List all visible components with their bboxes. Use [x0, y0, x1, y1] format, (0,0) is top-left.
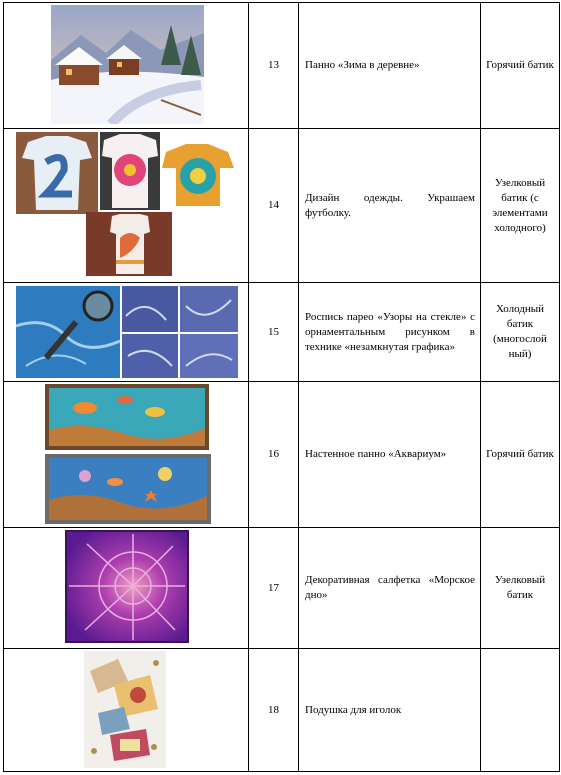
needle-cushion-photo: [84, 651, 166, 768]
item-number: 17: [249, 528, 299, 649]
item-title: Декоративная салфетка «Морское дно»: [299, 528, 481, 649]
image-cell: [4, 382, 249, 528]
item-title: Настенное панно «Аквариум»: [299, 382, 481, 528]
item-number: 15: [249, 283, 299, 382]
item-title: Дизайн одежды. Украшаем футболку.: [299, 129, 481, 283]
item-title: Роспись парео «Узоры на стекле» с орнаментальным рисунком в технике «незамкнутая графика»: [299, 283, 481, 382]
image-cell: [4, 283, 249, 382]
table-row: [4, 649, 560, 772]
item-technique: Узелковый батик: [481, 528, 560, 649]
item-technique: Горячий батик: [481, 3, 560, 129]
item-number: 13: [249, 3, 299, 129]
table-row: [4, 129, 560, 283]
table-row: [4, 3, 560, 129]
item-technique: Узелковый батик (с элементами холодного): [481, 129, 560, 283]
frost-pattern-pareo: [16, 286, 238, 378]
artwork-table: [3, 2, 560, 772]
painted-tshirts: [16, 132, 238, 278]
purple-tie-dye-napkin: [65, 530, 189, 643]
item-technique: Горячий батик: [481, 382, 560, 528]
image-cell: [4, 528, 249, 649]
image-cell: [4, 129, 249, 283]
aquarium-panels: [45, 384, 211, 524]
item-technique: Холодный батик (многослой ный): [481, 283, 560, 382]
table-row: [4, 283, 560, 382]
item-title: Подушка для иголок: [299, 649, 481, 772]
item-number: 18: [249, 649, 299, 772]
image-cell: [4, 3, 249, 129]
table-row: [4, 528, 560, 649]
item-number: 16: [249, 382, 299, 528]
table-row: [4, 382, 560, 528]
image-cell: [4, 649, 249, 772]
item-number: 14: [249, 129, 299, 283]
winter-village-painting: [51, 5, 204, 124]
item-technique: [481, 649, 560, 772]
item-title: Панно «Зима в деревне»: [299, 3, 481, 129]
